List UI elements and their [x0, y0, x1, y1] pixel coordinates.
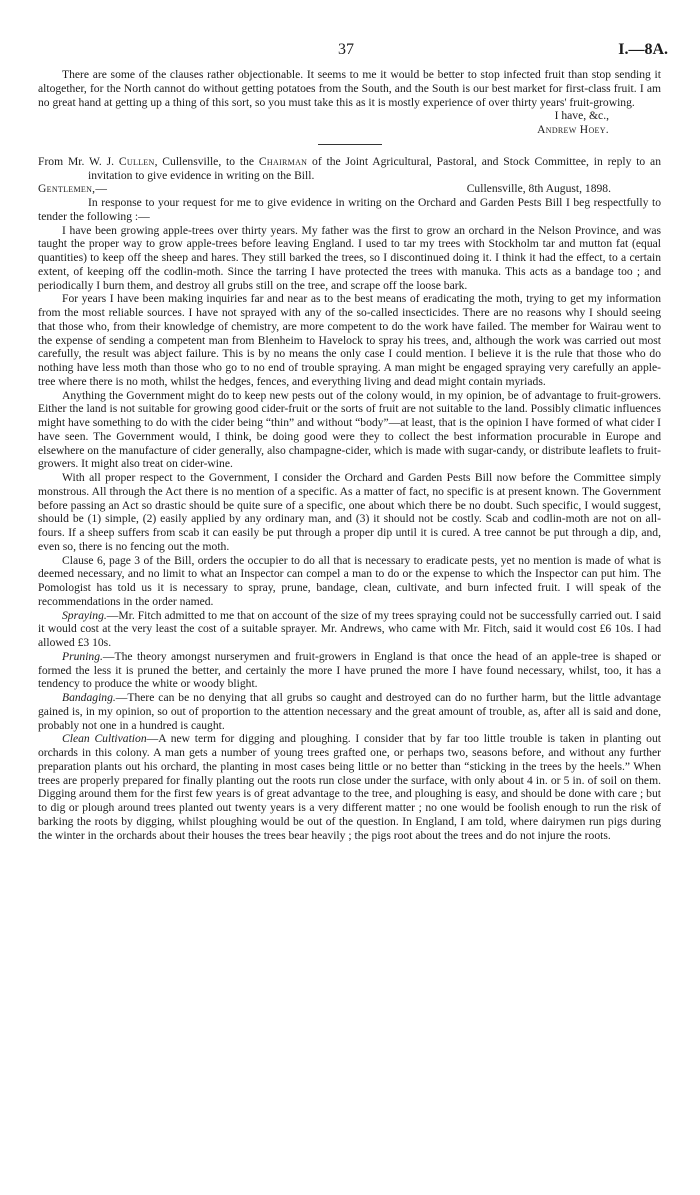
salutation-line: [38, 182, 661, 196]
heading-chairman: Chairman: [258, 154, 308, 168]
clean-cultivation-text: —A new term for digging and ploughing. I consider that by far too little trouble is taken in planting out orchards in this colony. A man gets a number of young trees grafted one, or perhaps two, seasons before, and without any further preparation plants out his orchard, the planting in most cases being little or no better than “sticking in the trees by the heels.” When trees are properly prepared for finally planting out the roots run close under the surface, with only about 4 in. or 5 in. of soil on them. Digging around them for the first few years is of great advantage to the tree, and ploughing is easy, and should be done with care ; but to dig or plough around trees planted out twenty years is a very different matter ; no one would be foolish enough to run the risk of barking the roots by digging, whilst ploughing would be out of the question. In England, I am told, where dairymen run pigs during the winter in the orchards about their houses the trees bear heavily ; the pigs root about the trees and do not injure the roots.: [38, 732, 661, 842]
heading-mid: , Cullensville, to the: [154, 154, 259, 168]
spraying-text: —Mr. Fitch admitted to me that on account of the size of my trees spraying could not be successfully carried out. I said it would cost at the very least the cost of a suitable sprayer. Mr. Andrews, who came with Mr. Fitch, said it would cost £6 10s. I had allowed £3 10s.: [38, 608, 661, 649]
paragraph: Anything the Government might do to keep new pests out of the colony would, in my opinion, be of advantage to fruit-growers. Either the land is not suitable for growing good cider-fruit or the sorts of fruit are not suitable to the land. Possibly climatic influences might have something to do with the cider being “thin” and without “body”—at least, that is the opinion I have formed of what cider I have seen. The Government would, I think, be doing good were they to collect the best information procurable in Europe and elsewhere on the manufacture of cider generally, also champagne-cider, which is made with sugar-candy, or distribute leaflets to fruit-growers. It might also treat on cider-wine.: [38, 388, 661, 471]
paragraph: I have been growing apple-trees over thirty years. My father was the first to grow an orchard in the Nelson Province, and was taught the proper way to grow apple-trees before leaving England. I used to tar my trees with Stockholm tar and mutton fat (equal quantities) to keep off the sheep and hares. They still barked the trees, so I discontinued doing it. I think it had the effect, to a certain extent, of keeping off the codlin-moth. Since the tarring I have protected the trees with manuka. This acts as a bandage too ; and periodically I burn them, and destroy all grubs still on the tree, and scrape off the loose bark.: [38, 223, 661, 292]
heading-from: From Mr. W. J.: [38, 154, 119, 168]
paragraph: In response to your request for me to give evidence in writing on the Orchard and Garden Pests Bill I beg respectfully to tender the following :—: [38, 196, 661, 223]
clean-cultivation-paragraph: [38, 732, 661, 842]
pruning-label: Pruning.: [62, 649, 103, 663]
page-number: 37: [338, 41, 354, 58]
page-body: [38, 68, 661, 842]
salutation: Gentlemen,—: [38, 182, 108, 196]
paragraph: For years I have been making inquiries far and near as to the best means of eradicating the moth, trying to get my information from the most reliable sources. I have not sprayed with any of the so-called insecticides. There are no reasons why I should seeing that those who, from their knowledge of chemistry, are more competent to do the work have failed. The member for Wairau went to the expense of sending a competent man from Blenheim to Havelock to spray his trees, and, although the work was carried out most carefully, the result was abject failure. This is by no means the only case I could mention. I believe it is the rule that those who do nothing have less moth than those who go to no end of trouble spraying. A man might be engaged spraying very carefully an apple-tree where there is no moth, whilst the hedges, fences, and everything living and dead might contain myriads.: [38, 292, 661, 388]
bandaging-paragraph: [38, 691, 661, 732]
spraying-label: Spraying.: [62, 608, 107, 622]
paragraph: With all proper respect to the Government, I consider the Orchard and Garden Pests Bill now before the Committee simply monstrous. All through the Act there is no mention of a specific. As a matter of fact, no specific is at present known. The Government before passing an Act so drastic should be quite sure of a specific, one about which there be no doubt. Such specific, I would suggest, should be (1) simple, (2) easily applied by any ordinary man, and (3) it should not be costly. Scab and codlin-moth are not on all-fours. If a sheep suffers from scab it can easily be put through a proper dip until it is cured. A tree cannot be put through a dip, and, even so, there is no fencing out the moth.: [38, 471, 661, 553]
heading-rest: of the Joint Agricultural, Pastoral, and Stock Committee, in reply to an invitation to give evidence in writing on the Bill.: [88, 154, 661, 182]
paragraph: Clause 6, page 3 of the Bill, orders the occupier to do all that is necessary to eradicate pests, yet no mention is made of what is deemed necessary, and no limit to what an Inspector can compel a man to do or the expense to which the Inspector can put him. The Pomologist has told us it is necessary to spray, prune, bandage, clean, cultivate, and burn infected fruit. I will speak of the recommendations in the order named.: [38, 553, 661, 608]
section-divider: [318, 144, 382, 145]
bandaging-text: —There can be no denying that all grubs so caught and destroyed can do no further harm, but the little advantage gained is, in my opinion, so out of proportion to the attention necessary and the great amount of trouble, as, after all is said and done, probably not one in a hundred is caught.: [38, 691, 661, 732]
cullen-heading: [38, 155, 661, 183]
hoey-closing: I have, &c.,: [554, 109, 609, 123]
clean-cultivation-label: Clean Cultivation: [62, 732, 147, 746]
hoey-paragraph: There are some of the clauses rather objectionable. It seems to me it would be better to stop infected fruit than stop sending it altogether, for the North cannot do without getting potatoes from the South, and the South is our best market for first-class fruit. I am no great hand at getting up a thing of this sort, so you must take this as it is mostly experience of over thirty years' fruit-growing.: [38, 68, 661, 109]
spraying-paragraph: [38, 609, 661, 650]
heading-name: Cullen: [118, 154, 155, 168]
page-reference: I.—8A.: [618, 41, 668, 58]
bandaging-label: Bandaging.: [62, 691, 116, 704]
place-date: Cullensville, 8th August, 1898.: [466, 182, 611, 196]
page-header: [0, 41, 700, 61]
pruning-text: —The theory amongst nurserymen and fruit-growers in England is that once the head of an apple-tree is shaped or formed the less it is pruned the better, and certainly the more I have pruned the more I have found necessary, whilst, too, it has a tendency to produce the white or woody blight.: [38, 649, 661, 691]
pruning-paragraph: [38, 650, 661, 691]
hoey-signature: Andrew Hoey.: [537, 123, 609, 136]
